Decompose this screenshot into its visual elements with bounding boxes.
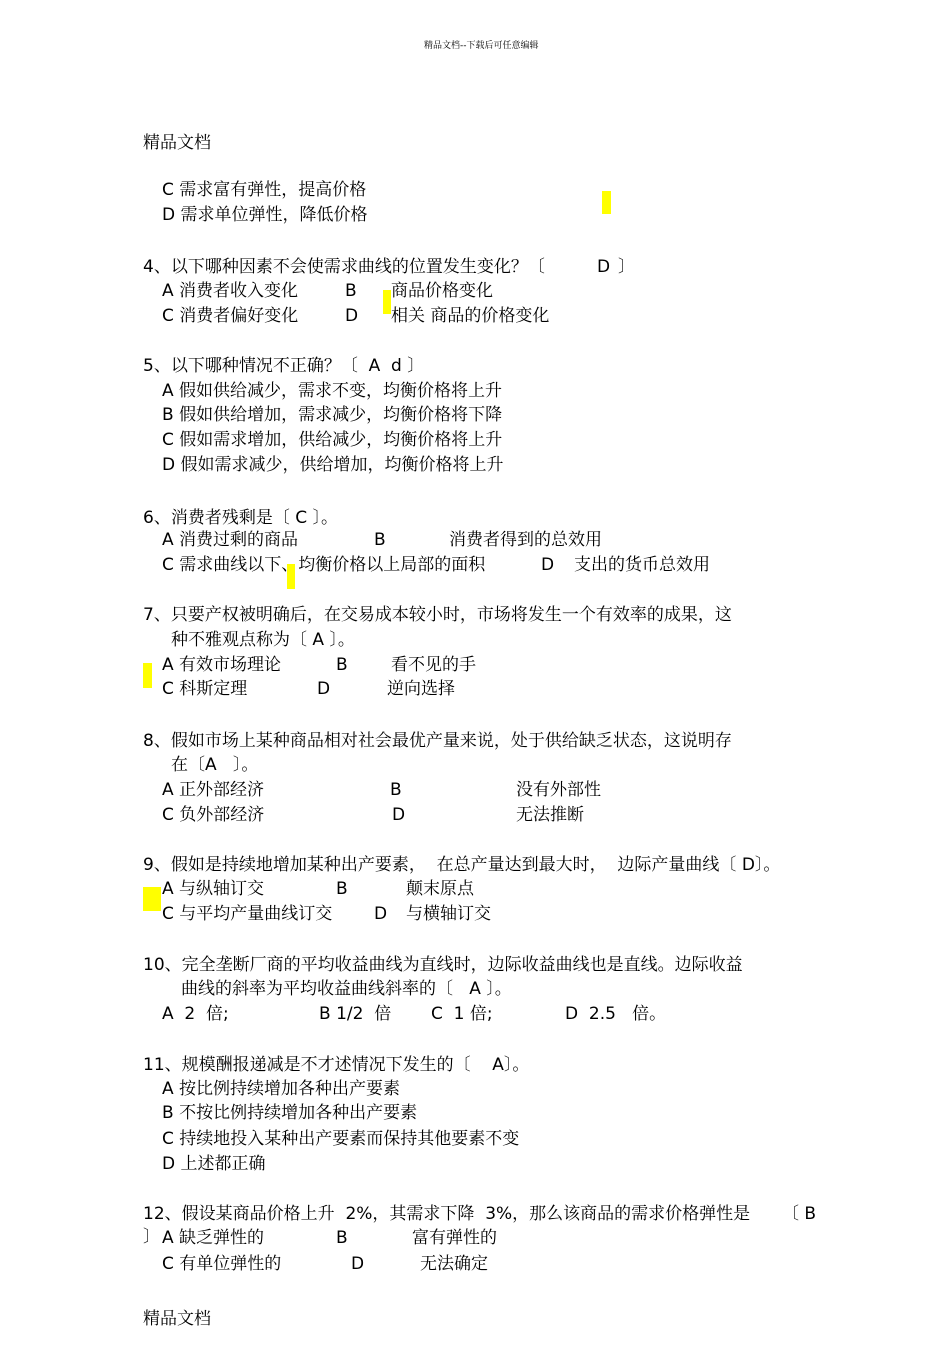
q9-option-c: C 与平均产量曲线订交	[162, 904, 333, 924]
q9-option-d-letter: D	[374, 904, 388, 924]
q7-stem-line2: 种不雅观点称为〔 A 〕。	[171, 630, 355, 650]
q8-option-b: 没有外部性	[516, 780, 601, 800]
highlight-mark	[383, 290, 391, 314]
q9-option-a: A 与纵轴订交	[162, 879, 265, 899]
q6-option-b: 消费者得到的总效用	[449, 530, 602, 550]
highlight-mark	[143, 887, 161, 911]
q5-stem: 5、以下哪种情况不正确？〔 A d 〕	[143, 356, 425, 376]
q8-stem-line1: 8、假如市场上某种商品相对社会最优产量来说，处于供给缺乏状态，这说明存	[143, 731, 732, 751]
q8-option-d-letter: D	[392, 805, 406, 825]
q7-option-b-letter: B	[336, 655, 348, 675]
q12-option-d: 无法确定	[420, 1254, 488, 1274]
q11-option-d: D 上述都正确	[162, 1154, 266, 1174]
q4-option-d-letter: D	[345, 306, 359, 326]
q12-option-b: 富有弹性的	[412, 1228, 497, 1248]
q12-close: 〕	[143, 1227, 160, 1247]
q5-option-a: A 假如供给减少，需求不变，均衡价格将上升	[162, 381, 503, 401]
q6-option-d-letter: D	[541, 555, 555, 575]
q11-stem: 11、规模酬报递减是不才述情况下发生的〔 A〕。	[143, 1055, 530, 1075]
q4-option-a: A 消费者收入变化	[162, 281, 299, 301]
q8-stem-line2: 在〔A 〕。	[171, 755, 259, 775]
highlight-mark	[143, 663, 152, 688]
q10-option-b: B 1/2 倍	[319, 1004, 392, 1024]
q12-option-a: A 缺乏弹性的	[162, 1228, 265, 1248]
q11-option-b: B 不按比例持续增加各种出产要素	[162, 1103, 418, 1123]
q11-option-c: C 持续地投入某种出产要素而保持其他要素不变	[162, 1129, 520, 1149]
q12-option-d-letter: D	[351, 1254, 365, 1274]
q8-option-a: A 正外部经济	[162, 780, 265, 800]
q10-option-d: D 2.5 倍。	[565, 1004, 667, 1024]
q12-answer: 〔 B	[782, 1204, 817, 1224]
footer-label: 精品文档	[143, 1309, 211, 1329]
q6-stem: 6、消费者残剩是〔 C 〕。	[143, 508, 338, 528]
q6-option-d: 支出的货币总效用	[574, 555, 710, 575]
q9-stem: 9、假如是持续地增加某种出产要素， 在总产量达到最大时， 边际产量曲线〔 D〕。	[143, 855, 781, 875]
q3-option-d: D 需求单位弹性，降低价格	[162, 205, 368, 225]
q12-option-b-letter: B	[336, 1228, 348, 1248]
q4-option-d: 相关 商品的价格变化	[391, 306, 550, 326]
q10-option-c: C 1 倍;	[431, 1004, 493, 1024]
header-label: 精品文档	[143, 133, 211, 153]
q7-option-d-letter: D	[317, 679, 331, 699]
highlight-mark	[602, 191, 611, 214]
q12-stem: 12、假设某商品价格上升 2%，其需求下降 3%，那么该商品的需求价格弹性是	[143, 1204, 751, 1224]
q4-option-b: 商品价格变化	[391, 281, 493, 301]
q9-option-d: 与横轴订交	[406, 904, 491, 924]
q7-option-d: 逆向选择	[387, 679, 455, 699]
q11-option-a: A 按比例持续增加各种出产要素	[162, 1079, 401, 1099]
q10-option-a: A 2 倍;	[162, 1004, 229, 1024]
q8-option-b-letter: B	[390, 780, 402, 800]
q4-stem: 4、以下哪种因素不会使需求曲线的位置发生变化？〔	[143, 257, 545, 277]
q8-option-d: 无法推断	[516, 805, 584, 825]
q10-stem-line1: 10、完全垄断厂商的平均收益曲线为直线时，边际收益曲线也是直线。边际收益	[143, 955, 743, 975]
q5-option-b: B 假如供给增加，需求减少，均衡价格将下降	[162, 405, 503, 425]
q7-option-a: A 有效市场理论	[162, 655, 282, 675]
q10-stem-line2: 曲线的斜率为平均收益曲线斜率的〔 A 〕。	[181, 979, 512, 999]
top-note: 精品文档--下载后可任意编辑	[424, 41, 539, 51]
q6-option-c: C 需求曲线以下、均衡价格以上局部的面积	[162, 555, 486, 575]
q8-option-c: C 负外部经济	[162, 805, 265, 825]
q4-option-c: C 消费者偏好变化	[162, 306, 299, 326]
q6-option-a: A 消费过剩的商品	[162, 530, 299, 550]
q4-close: 〕	[618, 257, 635, 277]
q9-option-b: 颠末原点	[406, 879, 474, 899]
q4-option-b-letter: B	[345, 281, 357, 301]
q4-answer: D	[597, 257, 611, 277]
q7-stem-line1: 7、只要产权被明确后，在交易成本较小时，市场将发生一个有效率的成果，这	[143, 605, 732, 625]
q7-option-b: 看不见的手	[391, 655, 476, 675]
q3-option-c: C 需求富有弹性，提高价格	[162, 180, 367, 200]
q12-option-c: C 有单位弹性的	[162, 1254, 282, 1274]
q5-option-c: C 假如需求增加，供给减少，均衡价格将上升	[162, 430, 503, 450]
q9-option-b-letter: B	[336, 879, 348, 899]
q7-option-c: C 科斯定理	[162, 679, 248, 699]
q6-option-b-letter: B	[374, 530, 386, 550]
q5-option-d: D 假如需求减少，供给增加，均衡价格将上升	[162, 455, 504, 475]
